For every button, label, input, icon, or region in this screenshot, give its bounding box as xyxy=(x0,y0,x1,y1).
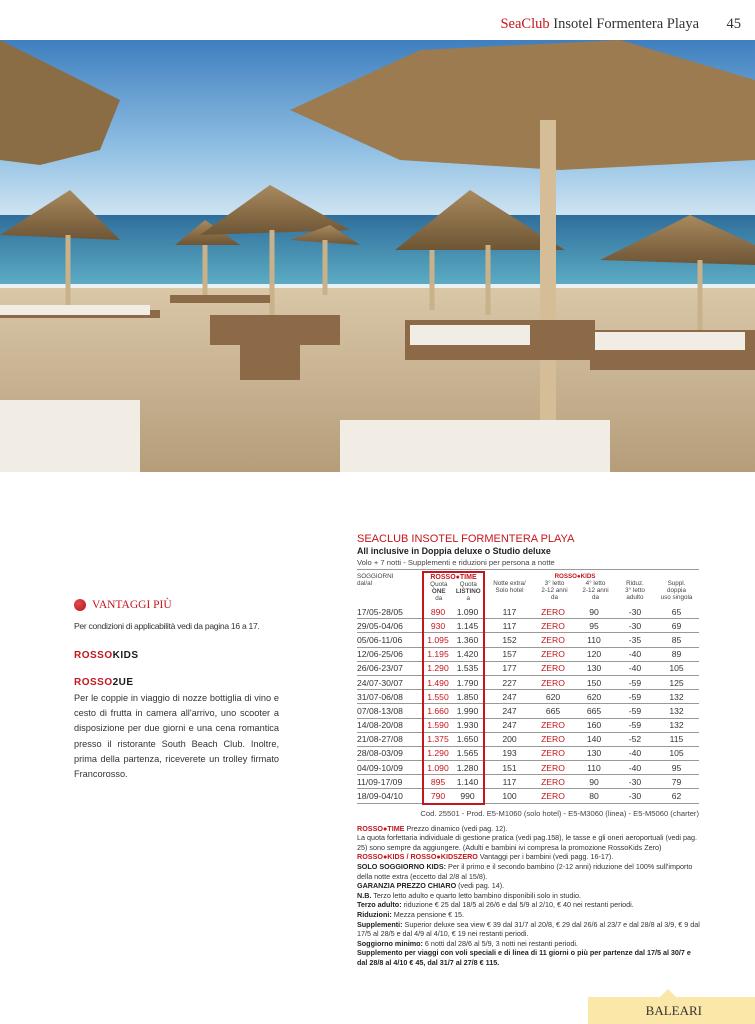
table-cell: 110 xyxy=(572,761,616,775)
header-notte-extra: Notte extra/ Solo hotel xyxy=(493,580,526,594)
table-cell: 132 xyxy=(654,690,699,704)
vantaggi-section xyxy=(74,599,286,782)
table-cell: 130 xyxy=(572,661,616,675)
table-cell: 247 xyxy=(484,690,534,704)
table-cell: 105 xyxy=(654,746,699,760)
table-cell: 1.095 xyxy=(423,633,452,647)
table-cell: ZERO xyxy=(534,718,572,732)
region-tab-notch xyxy=(660,989,676,997)
table-cell: 1.490 xyxy=(423,675,452,689)
header-quota-one: Quota ONE da xyxy=(430,581,448,602)
rossokids-table-logo: ROSSO●KIDS xyxy=(554,573,596,580)
table-cell: -40 xyxy=(616,647,654,661)
note-solo-soggiorno: SOLO SOGGIORNO KIDS: Per il primo e il secondo bambino (2-12 anni) riduzione del 100% sull'importo della notte extra (eccetto dal 2/8 al 15/8). xyxy=(357,862,693,881)
table-cell: 247 xyxy=(484,718,534,732)
rosso2ue-description: Per le coppie in viaggio di nozze bottiglia di vino e cesto di frutta in camera all'arrivo, uno scooter a disposizione per due giorni e una cena romantica presso il ristorante South Beach Club. Inoltre, prima della partenza, riceverete un trolley firmato Francorosso. xyxy=(74,693,279,780)
table-cell: ZERO xyxy=(534,633,572,647)
table-cell: 140 xyxy=(572,732,616,746)
table-cell: 1.280 xyxy=(452,761,484,775)
table-cell: 1.420 xyxy=(452,647,484,661)
table-cell: 130 xyxy=(572,746,616,760)
table-cell: 1.375 xyxy=(423,732,452,746)
table-cell: 1.660 xyxy=(423,704,452,718)
table-cell: 90 xyxy=(572,775,616,789)
region-label: BALEARI xyxy=(645,1003,702,1018)
note-terzo-adulto: Terzo adulto: riduzione € 25 dal 18/5 al 26/6 e dal 5/9 al 2/10, € 40 nei restanti periodi. xyxy=(357,900,634,910)
table-cell: 620 xyxy=(572,690,616,704)
table-cell: 150 xyxy=(572,675,616,689)
header-supplemento: Suppl. doppia uso singola xyxy=(660,580,693,601)
table-cell: 18/09-04/10 xyxy=(357,789,423,804)
table-cell: 990 xyxy=(452,789,484,804)
product-code: Cod. 25501 - Prod. E5-M1060 (solo hotel) - E5-M3060 (linea) - E5-M5060 (charter) xyxy=(420,808,699,818)
table-cell: 14/08-20/08 xyxy=(357,718,423,732)
table-cell: 1.590 xyxy=(423,718,452,732)
table-cell: -30 xyxy=(616,619,654,633)
table-cell: 125 xyxy=(654,675,699,689)
header-quarto-letto: 4° letto 2-12 anni da xyxy=(582,580,609,601)
table-cell: 1.565 xyxy=(452,746,484,760)
rossokids-logo-rosso: ROSSO xyxy=(74,650,113,661)
table-cell: -35 xyxy=(616,633,654,647)
table-cell: ZERO xyxy=(534,732,572,746)
page-header xyxy=(500,16,699,33)
table-cell: -59 xyxy=(616,675,654,689)
rossokids-logo xyxy=(74,650,286,661)
note-rossotime: ROSSO●TIME Prezzo dinamico (vedi pag. 12). xyxy=(357,823,508,833)
table-cell: 29/05-04/06 xyxy=(357,619,423,633)
table-cell: 247 xyxy=(484,704,534,718)
table-cell: -40 xyxy=(616,661,654,675)
table-cell: ZERO xyxy=(534,675,572,689)
table-cell: 105 xyxy=(654,661,699,675)
table-row xyxy=(357,704,699,718)
note-riduzioni: Riduzioni: Mezza pensione € 15. xyxy=(357,909,465,919)
table-cell: 1.550 xyxy=(423,690,452,704)
table-cell: 24/07-30/07 xyxy=(357,675,423,689)
table-cell: 152 xyxy=(484,633,534,647)
table-cell: 04/09-10/09 xyxy=(357,761,423,775)
note-supplemento-voli: Supplemento per viaggi con voli speciali e di linea di 11 giorni o più per partenze dal 17/5 al 30/7 e dal 28/8 al 4/10 € 45, dal 31/7 al 27/8 € 115. xyxy=(357,948,691,967)
table-row xyxy=(357,619,699,633)
table-cell: 62 xyxy=(654,789,699,804)
table-cell: 31/07-06/08 xyxy=(357,690,423,704)
beach-photo xyxy=(0,40,755,472)
table-cell: ZERO xyxy=(534,605,572,619)
table-cell: 11/09-17/09 xyxy=(357,775,423,789)
table-row xyxy=(357,633,699,647)
offer-title: SEACLUB INSOTEL FORMENTERA PLAYA xyxy=(357,533,575,545)
header-rossokids xyxy=(534,572,616,605)
table-cell: 665 xyxy=(534,704,572,718)
table-row xyxy=(357,732,699,746)
table-cell: -30 xyxy=(616,775,654,789)
table-cell: -30 xyxy=(616,789,654,804)
price-table xyxy=(357,571,699,805)
table-cell: -59 xyxy=(616,704,654,718)
table-cell: 90 xyxy=(572,605,616,619)
table-cell: ZERO xyxy=(534,619,572,633)
rossotime-logo: ROSSO●TIME xyxy=(430,574,477,581)
table-cell: 26/06-23/07 xyxy=(357,661,423,675)
table-row xyxy=(357,675,699,689)
table-cell: 1.090 xyxy=(423,761,452,775)
vantaggi-conditions: Per condizioni di applicabilità vedi da pagina 16 a 17. xyxy=(74,621,260,631)
table-cell: ZERO xyxy=(534,746,572,760)
table-cell: 1.090 xyxy=(452,605,484,619)
rossokids-logo-kids: KIDS xyxy=(112,650,139,661)
table-cell: 1.790 xyxy=(452,675,484,689)
table-cell: 177 xyxy=(484,661,534,675)
table-row xyxy=(357,661,699,675)
table-cell: 1.850 xyxy=(452,690,484,704)
table-cell: 117 xyxy=(484,619,534,633)
page-number: 45 xyxy=(726,16,741,32)
table-cell: 80 xyxy=(572,789,616,804)
table-cell: ZERO xyxy=(534,661,572,675)
table-row xyxy=(357,690,699,704)
table-row xyxy=(357,647,699,661)
table-cell: 227 xyxy=(484,675,534,689)
table-cell: 17/05-28/05 xyxy=(357,605,423,619)
table-cell: 21/08-27/08 xyxy=(357,732,423,746)
table-cell: ZERO xyxy=(534,775,572,789)
table-cell: ZERO xyxy=(534,761,572,775)
table-cell: 12/06-25/06 xyxy=(357,647,423,661)
note-supplementi: Supplementi: Superior deluxe sea view € 39 dal 31/7 al 20/8, € 29 dal 26/6 al 23/7 e dal 28/8 al 3/9, € 9 dal 17/5 al 28/5 e dal 4/9 al 4/10, € 19 nei restanti periodi. xyxy=(357,919,700,939)
table-cell: 620 xyxy=(534,690,572,704)
price-table-body xyxy=(357,605,699,804)
header-terzo-letto: 3° letto 2-12 anni da xyxy=(541,580,568,601)
header-rossotime xyxy=(423,572,484,605)
note-rossokids: ROSSO●KIDS / ROSSO●KIDSZERO Vantaggi per i bambini (vedi pagg. 16-17). xyxy=(357,852,614,862)
table-cell: 1.930 xyxy=(452,718,484,732)
vantaggi-title-text: VANTAGGI PIÙ xyxy=(92,599,172,611)
table-cell: 1.290 xyxy=(423,661,452,675)
header-title: Insotel Formentera Playa xyxy=(553,16,699,32)
header-brand: SeaClub xyxy=(500,16,550,32)
table-cell: 117 xyxy=(484,775,534,789)
table-cell: 115 xyxy=(654,732,699,746)
table-cell: -30 xyxy=(616,605,654,619)
table-cell: 100 xyxy=(484,789,534,804)
header-quota-listino: Quota LISTINO a xyxy=(455,581,481,602)
table-cell: -40 xyxy=(616,746,654,760)
table-cell: 1.140 xyxy=(452,775,484,789)
table-cell: 193 xyxy=(484,746,534,760)
table-cell: ZERO xyxy=(534,789,572,804)
price-section xyxy=(357,533,699,968)
offer-note: Volo + 7 notti - Supplementi e riduzioni per persona a notte xyxy=(357,558,699,570)
table-cell: 1.650 xyxy=(452,732,484,746)
table-cell: 790 xyxy=(423,789,452,804)
table-cell: -40 xyxy=(616,761,654,775)
note-nb: N.B. Terzo letto adulto e quarto letto bambino disponibili solo in studio. xyxy=(357,890,582,900)
table-cell: 117 xyxy=(484,605,534,619)
table-cell: 1.145 xyxy=(452,619,484,633)
rosso2ue-logo xyxy=(74,677,286,688)
table-cell: 95 xyxy=(654,761,699,775)
table-cell: -59 xyxy=(616,718,654,732)
table-cell: 1.195 xyxy=(423,647,452,661)
table-cell: ZERO xyxy=(534,647,572,661)
table-cell: 132 xyxy=(654,704,699,718)
table-row xyxy=(357,718,699,732)
rosso2ue-logo-due: 2UE xyxy=(112,677,134,688)
table-cell: 665 xyxy=(572,704,616,718)
table-cell: 132 xyxy=(654,718,699,732)
table-cell: 930 xyxy=(423,619,452,633)
table-cell: 895 xyxy=(423,775,452,789)
table-cell: 1.990 xyxy=(452,704,484,718)
table-row xyxy=(357,746,699,760)
vantaggi-title xyxy=(74,599,286,611)
table-cell: 05/06-11/06 xyxy=(357,633,423,647)
table-cell: 28/08-03/09 xyxy=(357,746,423,760)
table-row xyxy=(357,789,699,804)
table-cell: 85 xyxy=(654,633,699,647)
table-cell: 89 xyxy=(654,647,699,661)
table-cell: 1.535 xyxy=(452,661,484,675)
header-soggiorni: SOGGIORNI dal/al xyxy=(357,573,394,587)
table-cell: 07/08-13/08 xyxy=(357,704,423,718)
offer-subtitle: All inclusive in Doppia deluxe o Studio deluxe xyxy=(357,546,551,556)
table-row xyxy=(357,605,699,619)
table-cell: 200 xyxy=(484,732,534,746)
table-cell: 65 xyxy=(654,605,699,619)
offer-notes xyxy=(357,824,702,968)
table-cell: 157 xyxy=(484,647,534,661)
table-cell: 69 xyxy=(654,619,699,633)
table-cell: 120 xyxy=(572,647,616,661)
table-row xyxy=(357,775,699,789)
note-garanzia: GARANZIA PREZZO CHIARO (vedi pag. 14). xyxy=(357,881,505,891)
table-cell: 1.360 xyxy=(452,633,484,647)
table-cell: -52 xyxy=(616,732,654,746)
table-cell: -59 xyxy=(616,690,654,704)
table-cell: 151 xyxy=(484,761,534,775)
table-row xyxy=(357,761,699,775)
table-cell: 95 xyxy=(572,619,616,633)
table-cell: 79 xyxy=(654,775,699,789)
red-dot-icon xyxy=(74,599,86,611)
note-quota: La quota forfettaria individuale di gestione pratica (vedi pag.158), le tasse e gli oneri aeroportuali (vedi pag. 25) sono sempre da aggiungere. (Adulti e bambini ivi compresa la promozione RossoKids Zero) xyxy=(357,833,698,852)
note-soggiorno-minimo: Soggiorno minimo: 6 notti dal 28/6 al 5/9, 3 notti nei restanti periodi. xyxy=(357,938,578,948)
table-cell: 110 xyxy=(572,633,616,647)
table-cell: 160 xyxy=(572,718,616,732)
header-riduzione: Riduz. 3° letto adulto xyxy=(625,580,645,601)
rosso2ue-logo-rosso: ROSSO xyxy=(74,677,113,688)
table-cell: 1.290 xyxy=(423,746,452,760)
table-cell: 890 xyxy=(423,605,452,619)
